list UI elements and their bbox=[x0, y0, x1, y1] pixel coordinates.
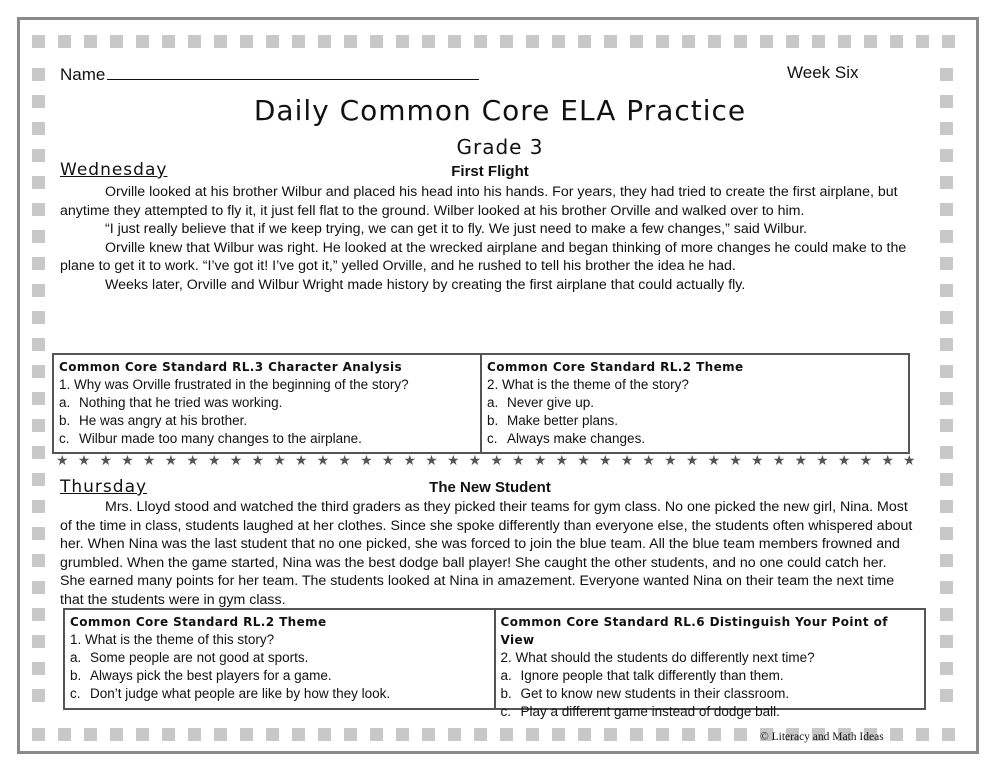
border-square bbox=[32, 608, 45, 621]
story-title-new-student: The New Student bbox=[429, 479, 551, 496]
border-square bbox=[942, 35, 955, 48]
border-square bbox=[708, 35, 721, 48]
star-icon: ★ bbox=[490, 452, 503, 468]
border-square bbox=[500, 728, 513, 741]
border-square bbox=[32, 392, 45, 405]
star-icon: ★ bbox=[338, 452, 351, 468]
border-square bbox=[940, 581, 953, 594]
border-square bbox=[32, 203, 45, 216]
border-square bbox=[940, 608, 953, 621]
border-square bbox=[940, 500, 953, 513]
star-icon: ★ bbox=[229, 452, 243, 468]
star-icon: ★ bbox=[598, 452, 612, 468]
border-square bbox=[370, 35, 383, 48]
border-square bbox=[940, 311, 953, 324]
border-square bbox=[396, 728, 409, 741]
star-icon: ★ bbox=[56, 452, 69, 468]
name-field bbox=[60, 63, 479, 85]
star-icon: ★ bbox=[186, 452, 199, 468]
paragraph: Weeks later, Orville and Wilbur Wright made history by creating the first airplane that could actually fly. bbox=[105, 276, 746, 293]
story-new-student bbox=[60, 498, 915, 609]
border-square bbox=[890, 35, 903, 48]
border-square bbox=[940, 446, 953, 459]
star-icon: ★ bbox=[794, 452, 807, 468]
star-icon: ★ bbox=[208, 452, 221, 468]
border-square bbox=[940, 554, 953, 567]
border-square bbox=[32, 728, 45, 741]
star-icon: ★ bbox=[642, 452, 655, 468]
border-square bbox=[656, 728, 669, 741]
star-icon: ★ bbox=[685, 452, 699, 468]
paragraph: “I just really believe that if we keep trying, we can get it to fly. We just need to make a few changes,” said Wilbur. bbox=[105, 221, 808, 237]
border-square bbox=[318, 728, 331, 741]
star-divider bbox=[56, 452, 916, 469]
question-text: 2. What is the theme of the story? bbox=[487, 377, 689, 392]
border-square bbox=[32, 554, 45, 567]
answer-option[interactable]: b. Get to know new students in their classroom. bbox=[500, 686, 790, 701]
border-square bbox=[552, 35, 565, 48]
border-square bbox=[500, 35, 513, 48]
answer-option[interactable]: a. Ignore people that talk differently than them. bbox=[500, 668, 784, 683]
border-square bbox=[448, 35, 461, 48]
standard-label: Common Core Standard RL.3 Character Analysis bbox=[59, 360, 403, 374]
border-square bbox=[940, 257, 953, 270]
border-square bbox=[940, 230, 953, 243]
border-square bbox=[136, 728, 149, 741]
border-square bbox=[940, 662, 953, 675]
border-square bbox=[32, 284, 45, 297]
border-square bbox=[344, 35, 357, 48]
star-icon: ★ bbox=[468, 452, 482, 468]
border-square bbox=[240, 728, 253, 741]
border-square bbox=[32, 230, 45, 243]
star-icon: ★ bbox=[446, 452, 460, 468]
border-square bbox=[32, 635, 45, 648]
border-square bbox=[838, 35, 851, 48]
border-square bbox=[940, 68, 953, 81]
standard-label: Common Core Standard RL.2 Theme bbox=[487, 360, 744, 374]
border-square bbox=[214, 35, 227, 48]
border-square bbox=[84, 728, 97, 741]
border-square bbox=[940, 635, 953, 648]
border-square bbox=[630, 728, 643, 741]
border-square bbox=[188, 35, 201, 48]
answer-option[interactable]: a. Never give up. bbox=[487, 395, 595, 410]
border-square bbox=[370, 728, 383, 741]
story-first-flight bbox=[60, 183, 915, 294]
star-icon: ★ bbox=[577, 452, 590, 468]
border-square bbox=[32, 527, 45, 540]
border-square bbox=[916, 35, 929, 48]
border-square bbox=[578, 728, 591, 741]
star-icon: ★ bbox=[360, 452, 373, 468]
border-square bbox=[214, 728, 227, 741]
star-icon: ★ bbox=[707, 452, 721, 468]
answer-option[interactable]: a. Nothing that he tried was working. bbox=[59, 395, 283, 410]
border-square bbox=[58, 728, 71, 741]
answer-option[interactable]: b. Make better plans. bbox=[487, 413, 619, 428]
paragraph: Mrs. Lloyd stood and watched the third graders as they picked their teams for gym class. No one picked the new girl, Nina. Most of the time in class, students laughed at her clothes. Since she spoke differently than everyone else, the students often whispered about her. When Nina was the last student that no one picked, she was forced to join the blue team. All the blue team members frowned and grumbled. When the game started, Nina was the best dodge ball player! She caught the other students, and no one could catch her. She earned many points for her team. The students looked at Nina in amazement. Everyone wanted Nina on their team the next time that the students were in gym class. bbox=[60, 499, 913, 608]
star-icon: ★ bbox=[816, 452, 829, 468]
border-square bbox=[786, 35, 799, 48]
border-square bbox=[916, 728, 929, 741]
border-square bbox=[292, 728, 305, 741]
border-square bbox=[682, 728, 695, 741]
star-icon: ★ bbox=[903, 452, 916, 468]
border-square bbox=[526, 728, 539, 741]
border-square bbox=[396, 35, 409, 48]
border-square bbox=[940, 527, 953, 540]
border-square bbox=[188, 728, 201, 741]
border-square bbox=[682, 35, 695, 48]
border-square bbox=[448, 728, 461, 741]
question-text: 1. Why was Orville frustrated in the beginning of the story? bbox=[59, 377, 409, 392]
border-square bbox=[32, 689, 45, 702]
border-square bbox=[32, 257, 45, 270]
star-icon: ★ bbox=[751, 452, 764, 468]
copyright-text: © Literacy and Math Ideas bbox=[760, 731, 884, 743]
star-icon: ★ bbox=[425, 452, 438, 468]
star-icon: ★ bbox=[251, 452, 265, 468]
border-square bbox=[32, 68, 45, 81]
border-square bbox=[110, 728, 123, 741]
border-square bbox=[318, 35, 331, 48]
border-square bbox=[32, 446, 45, 459]
border-square bbox=[32, 365, 45, 378]
answer-option[interactable]: c. Wilbur made too many changes to the airplane. bbox=[59, 431, 362, 446]
question-2 bbox=[480, 355, 908, 452]
border-square bbox=[292, 35, 305, 48]
border-square bbox=[32, 35, 45, 48]
border-square bbox=[940, 338, 953, 351]
star-icon: ★ bbox=[164, 452, 178, 468]
border-square bbox=[84, 35, 97, 48]
star-icon: ★ bbox=[99, 452, 112, 468]
border-square bbox=[32, 581, 45, 594]
name-label: Name bbox=[60, 65, 106, 84]
question-1 bbox=[65, 610, 494, 708]
border-square bbox=[940, 365, 953, 378]
border-square bbox=[32, 419, 45, 432]
star-icon: ★ bbox=[533, 452, 547, 468]
standard-label: Common Core Standard RL.2 Theme bbox=[70, 615, 327, 629]
star-icon: ★ bbox=[837, 452, 851, 468]
question-box-wednesday bbox=[52, 353, 910, 454]
star-icon: ★ bbox=[294, 452, 308, 468]
border-square bbox=[940, 284, 953, 297]
border-square bbox=[32, 338, 45, 351]
page-title: Daily Common Core ELA Practice bbox=[253, 94, 747, 127]
star-icon: ★ bbox=[664, 452, 677, 468]
question-text: 1. What is the theme of this story? bbox=[70, 632, 275, 647]
border-square bbox=[630, 35, 643, 48]
star-icon: ★ bbox=[620, 452, 634, 468]
border-square bbox=[812, 35, 825, 48]
week-label: Week Six bbox=[787, 63, 859, 82]
border-square bbox=[136, 35, 149, 48]
grade-label: Grade 3 bbox=[456, 135, 544, 159]
border-square bbox=[32, 311, 45, 324]
standard-label: Common Core Standard RL.6 Distinguish Your Point of View bbox=[500, 615, 888, 647]
border-square bbox=[58, 35, 71, 48]
border-square bbox=[422, 35, 435, 48]
border-square bbox=[266, 728, 279, 741]
answer-option[interactable]: b. He was angry at his brother. bbox=[59, 413, 248, 428]
question-text: 2. What should the students do differently next time? bbox=[500, 650, 815, 665]
border-square bbox=[474, 35, 487, 48]
border-square bbox=[734, 728, 747, 741]
border-square bbox=[32, 500, 45, 513]
border-square bbox=[162, 728, 175, 741]
answer-option[interactable]: c. Play a different game instead of dodge ball. bbox=[500, 704, 780, 719]
star-icon: ★ bbox=[729, 452, 742, 468]
border-square bbox=[940, 203, 953, 216]
star-icon: ★ bbox=[512, 452, 525, 468]
answer-option[interactable]: c. Don’t judge what people are like by how they look. bbox=[70, 686, 391, 701]
border-square bbox=[708, 728, 721, 741]
name-line bbox=[107, 63, 479, 80]
border-square bbox=[604, 35, 617, 48]
border-square bbox=[422, 728, 435, 741]
star-icon: ★ bbox=[273, 452, 286, 468]
border-square bbox=[266, 35, 279, 48]
story-title-first-flight: First Flight bbox=[451, 163, 529, 180]
star-icon: ★ bbox=[555, 452, 569, 468]
border-square bbox=[162, 35, 175, 48]
border-square bbox=[942, 728, 955, 741]
border-square bbox=[604, 728, 617, 741]
border-square bbox=[760, 35, 773, 48]
paragraph: Orville looked at his brother Wilbur and placed his head into his hands. For years, they had tried to create the first airplane, but anytime they attempted to fly it, it just fell flat to the ground. Wilber looked at his brother Orville and walked over to him. bbox=[60, 184, 898, 219]
answer-option[interactable]: c. Always make changes. bbox=[487, 431, 646, 446]
paragraph: Orville knew that Wilbur was right. He looked at the wrecked airplane and began thinking of more changes he could make to the plane to get it to work. “I’ve got it! I’ve got it,” yelled Orville, and he rushed to tell his brother the idea he had. bbox=[60, 239, 907, 274]
question-1 bbox=[54, 355, 480, 452]
border-square bbox=[526, 35, 539, 48]
answer-option[interactable]: a. Some people are not good at sports. bbox=[70, 650, 309, 665]
border-square bbox=[552, 728, 565, 741]
border-square bbox=[578, 35, 591, 48]
star-icon: ★ bbox=[881, 452, 894, 468]
day-thursday: Thursday bbox=[60, 477, 148, 497]
day-wednesday: Wednesday bbox=[60, 160, 168, 180]
border-square bbox=[890, 728, 903, 741]
star-icon: ★ bbox=[859, 452, 873, 468]
question-box-thursday bbox=[63, 608, 926, 719]
border-square bbox=[474, 728, 487, 741]
border-square bbox=[734, 35, 747, 48]
border-square bbox=[940, 419, 953, 432]
border-square bbox=[940, 689, 953, 702]
border-square bbox=[940, 392, 953, 405]
star-icon: ★ bbox=[142, 452, 156, 468]
star-icon: ★ bbox=[316, 452, 330, 468]
star-icon: ★ bbox=[403, 452, 417, 468]
star-icon: ★ bbox=[772, 452, 786, 468]
border-square bbox=[240, 35, 253, 48]
star-icon: ★ bbox=[77, 452, 91, 468]
star-icon: ★ bbox=[121, 452, 134, 468]
border-square bbox=[656, 35, 669, 48]
border-square bbox=[344, 728, 357, 741]
answer-option[interactable]: b. Always pick the best players for a game. bbox=[70, 668, 332, 683]
star-icon: ★ bbox=[381, 452, 395, 468]
border-square bbox=[32, 662, 45, 675]
border-square bbox=[864, 35, 877, 48]
question-2 bbox=[494, 610, 925, 719]
border-square bbox=[110, 35, 123, 48]
